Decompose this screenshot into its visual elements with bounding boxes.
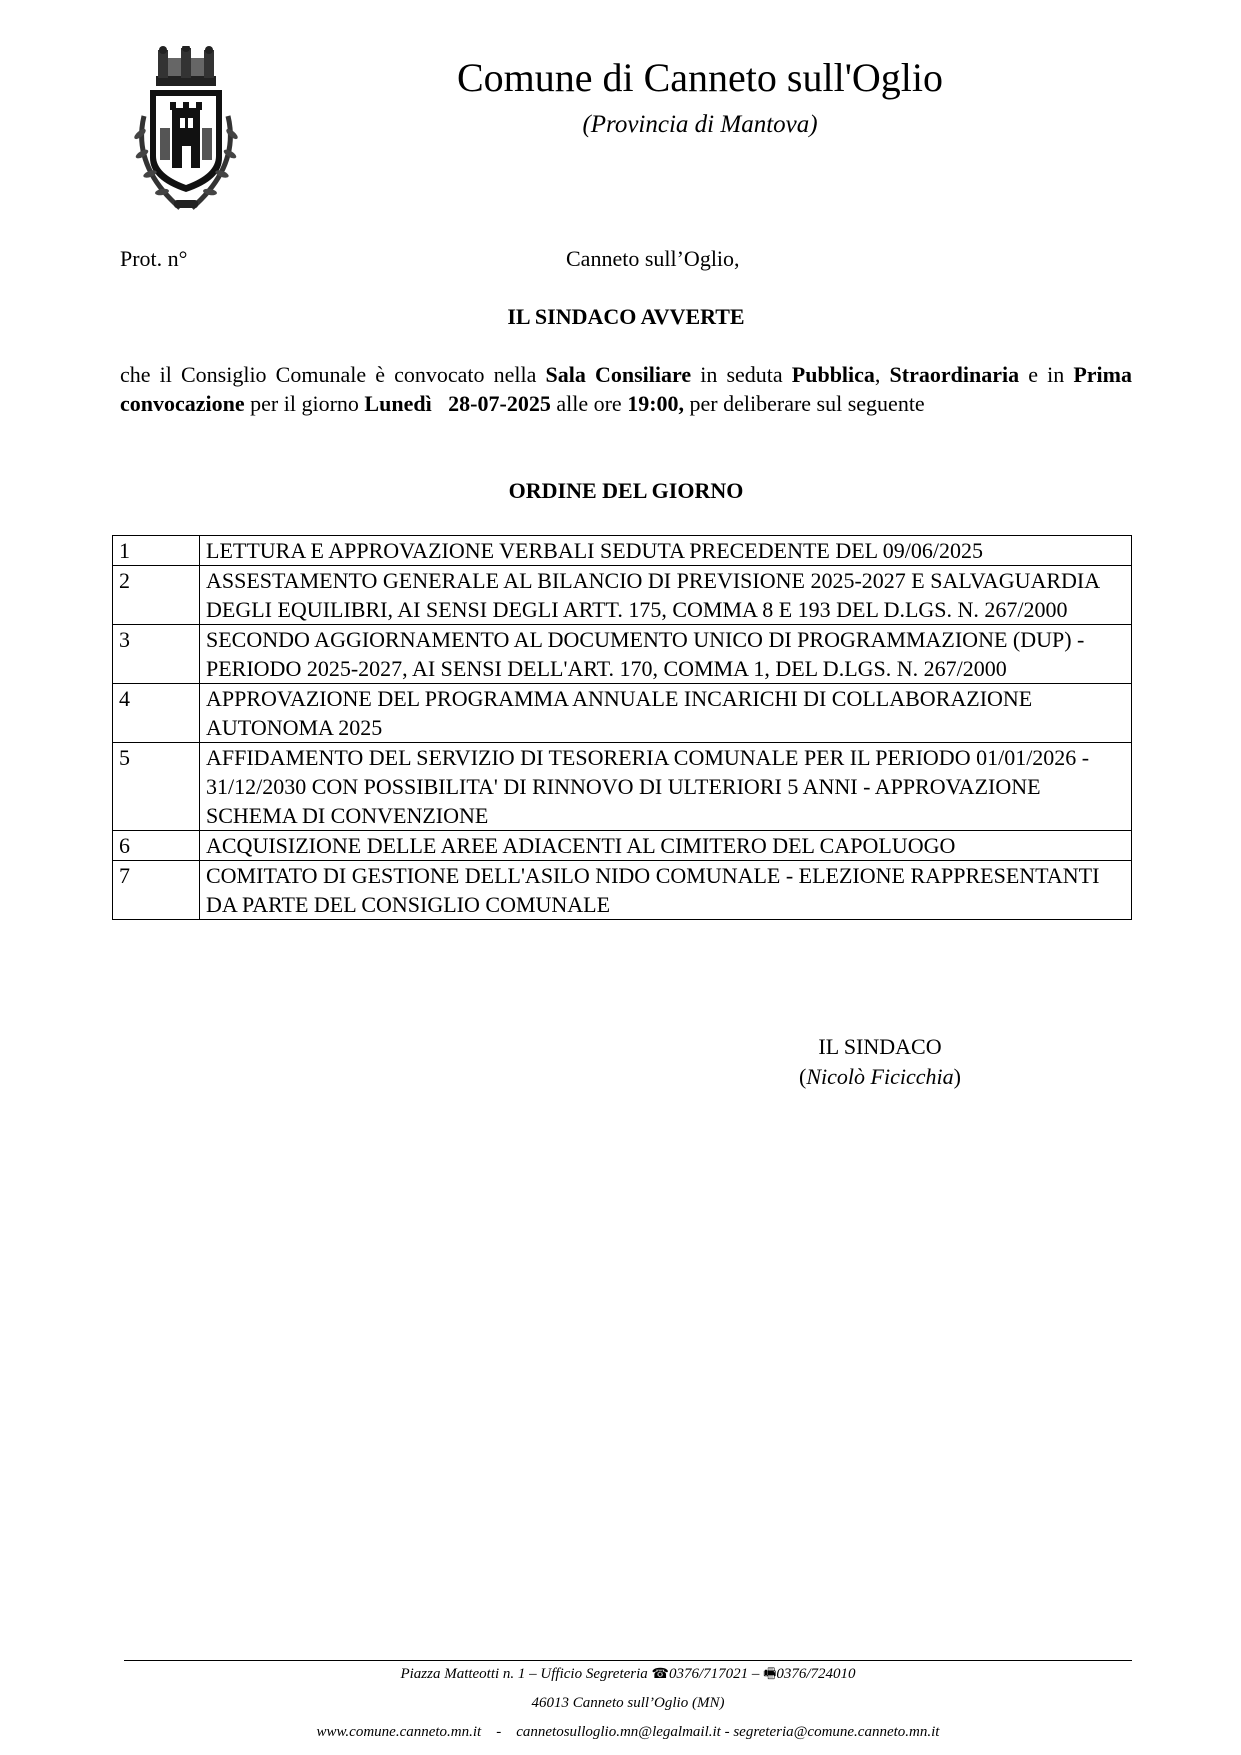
agenda-item-text: ASSESTAMENTO GENERALE AL BILANCIO DI PREVISIONE 2025-2027 E SALVAGUARDIA DEGLI EQUILIBRI, AI SENSI DEGLI ARTT. 175, COMMA 8 E 193 DEL D.LGS. N. 267/2000 — [200, 566, 1132, 625]
agenda-item-text: APPROVAZIONE DEL PROGRAMMA ANNUALE INCARICHI DI COLLABORAZIONE AUTONOMA 2025 — [200, 684, 1132, 743]
agenda-row — [113, 536, 1132, 566]
agenda-item-text: AFFIDAMENTO DEL SERVIZIO DI TESORERIA COMUNALE PER IL PERIODO 01/01/2026 - 31/12/2030 CON POSSIBILITA' DI RINNOVO DI ULTERIORI 5 ANNI - APPROVAZIONE SCHEMA DI CONVENZIONE — [200, 743, 1132, 831]
convocation-paragraph: che il Consiglio Comunale è convocato nella Sala Consiliare in seduta Pubblica, Straordinaria e in Prima convocazione per il giorno Lunedì 28-07-2025 alle ore 19:00, per deliberare sul seguente — [120, 362, 1132, 416]
agenda-row — [113, 566, 1132, 625]
signature-block — [760, 1032, 1000, 1092]
agenda-item-text: COMITATO DI GESTIONE DELL'ASILO NIDO COMUNALE - ELEZIONE RAPPRESENTANTI DA PARTE DEL CONSIGLIO COMUNALE — [200, 861, 1132, 920]
municipality-title: Comune di Canneto sull'Oglio — [456, 55, 944, 100]
agenda-row — [113, 831, 1132, 861]
agenda-item-number: 7 — [113, 861, 200, 920]
agenda-row — [113, 743, 1132, 831]
agenda-row — [113, 625, 1132, 684]
province-subtitle: (Provincia di Mantova) — [582, 111, 818, 138]
agenda-row — [113, 861, 1132, 920]
agenda-item-text: LETTURA E APPROVAZIONE VERBALI SEDUTA PRECEDENTE DEL 09/06/2025 — [200, 536, 1132, 566]
website-link[interactable]: www.comune.canneto.mn.it — [316, 1724, 482, 1740]
agenda-item-number: 1 — [113, 536, 200, 566]
telephone-icon: ☎ — [651, 1667, 669, 1682]
agenda-item-number: 5 — [113, 743, 200, 831]
agenda-heading: ORDINE DEL GIORNO — [508, 478, 744, 503]
agenda-item-number: 4 — [113, 684, 200, 743]
footer-contacts: www.comune.canneto.mn.it - cannetosulloglio.mn@legalmail.it - segreteria@comune.canneto.mn.it — [316, 1724, 940, 1740]
place-date: Canneto sull’Oglio, — [566, 246, 740, 271]
notice-heading: IL SINDACO AVVERTE — [507, 304, 745, 329]
signature-name: (Nicolò Ficicchia) — [799, 1064, 961, 1089]
footer-address: Piazza Matteotti n. 1 – Ufficio Segreteria ☎0376/717021 – 🖷0376/724010 — [400, 1666, 856, 1682]
agenda-item-number: 6 — [113, 831, 200, 861]
agenda-item-number: 2 — [113, 566, 200, 625]
footer-divider — [124, 1660, 1132, 1661]
signature-role: IL SINDACO — [818, 1034, 942, 1059]
footer-city: 46013 Canneto sull’Oglio (MN) — [531, 1695, 725, 1711]
agenda-row — [113, 684, 1132, 743]
fax-icon: 🖷 — [763, 1667, 777, 1682]
coat-of-arms-logo — [128, 46, 244, 214]
agenda-item-text: SECONDO AGGIORNAMENTO AL DOCUMENTO UNICO DI PROGRAMMAZIONE (DUP) - PERIODO 2025-2027, AI SENSI DELL'ART. 170, COMMA 1, DEL D.LGS. N. 267/2000 — [200, 625, 1132, 684]
agenda-table — [112, 535, 1132, 920]
pec-email-link[interactable]: cannetosulloglio.mn@legalmail.it — [516, 1724, 721, 1740]
email-link[interactable]: segreteria@comune.canneto.mn.it — [733, 1724, 940, 1740]
agenda-item-text: ACQUISIZIONE DELLE AREE ADIACENTI AL CIMITERO DEL CAPOLUOGO — [200, 831, 1132, 861]
protocol-number-label: Prot. n° — [120, 246, 188, 271]
agenda-item-number: 3 — [113, 625, 200, 684]
